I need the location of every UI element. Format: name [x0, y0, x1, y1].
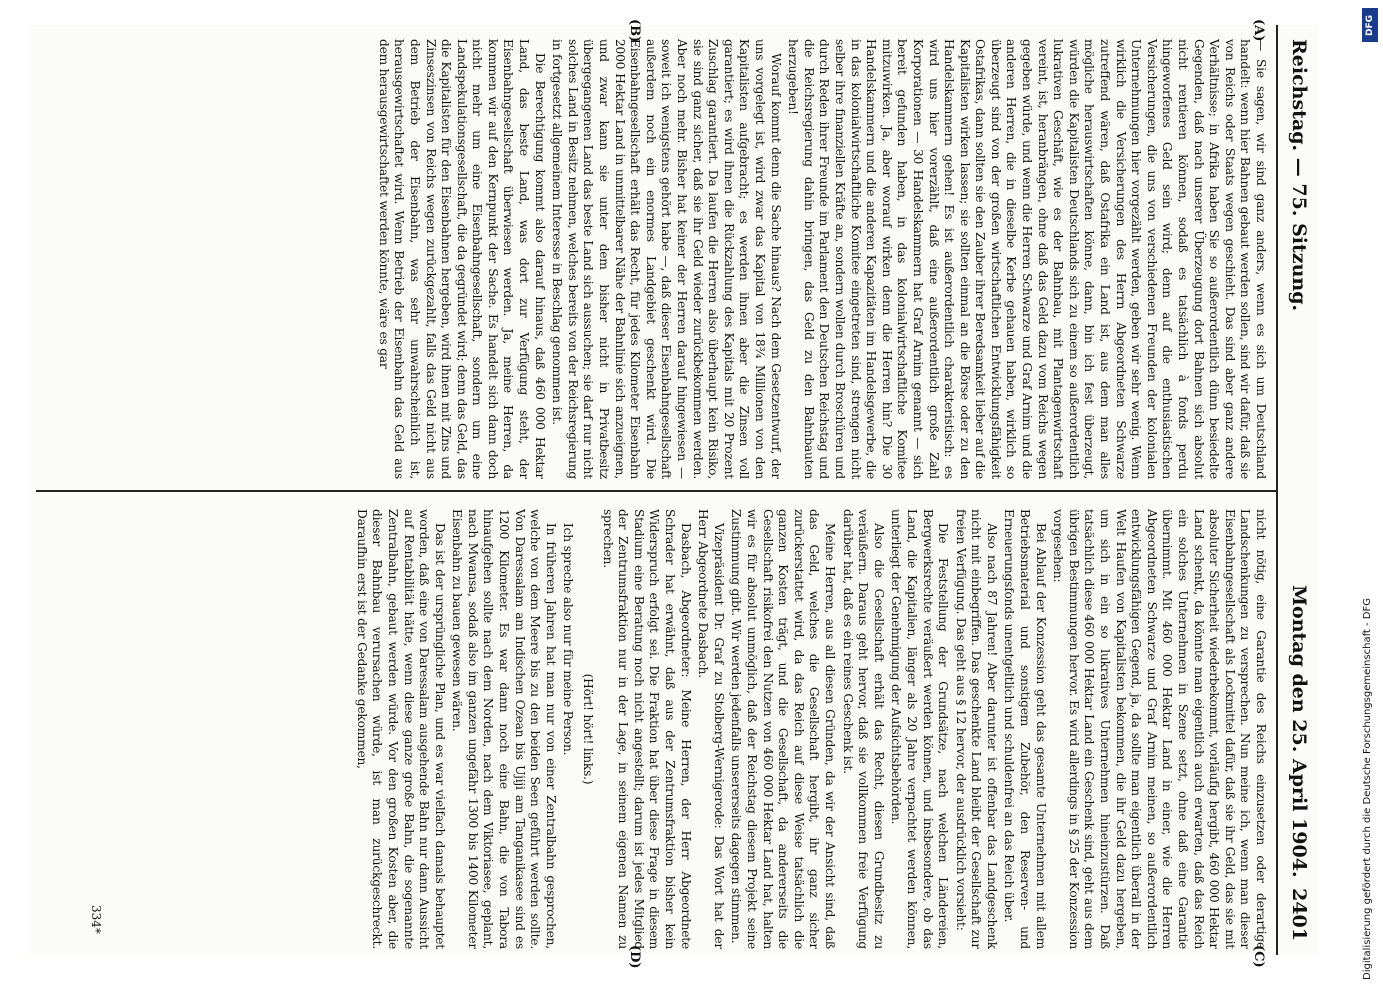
paragraph: In früheren Jahren hat man nur von einer Zentralbahn gesprochen, welche von dem Meere bis zu den beiden Seen geführt werden sollte. Von Daressalam am Indischen Ozean bis Ujiji am Tanganikasee sind es 1200 Kilometer. Es war dann noch eine Bahn, die von Tabora hinaufgehen sollte nach dem Norden, nach dem Viktoriasee, geplant, nach Mwansa, sodaß also im ganzen ungefähr 1300 bis 1400 Kilometer Eisenbahn zu bauen gewesen wären. — [450, 509, 558, 949]
quoted-paragraph: Bei Ablauf der Konzession geht das gesamte Unternehmen mit allem Betriebsmaterial und sonstigem Zubehör, den Reserven- und Erneuerungsfonds unentgeltlich und schuldenfrei an das Reich über. — [1002, 509, 1048, 949]
paragraph: — Sie sagen, wir sind ganz anders, wenn es sich um Deutschland handelt: wenn hier Bahnen gebaut werden sollen, sind wir dafür, daß sie von Reichs oder Staats wegen geschieht. Das sind aber ganz andere Verhältnisse; in Afrika haben Sie so außerordentlich dünn besiedelte Gegenden, daß nach unserer Überzeugung dort Bahnen sich absolut nicht rentieren können, sodaß es tatsächlich à fonds perdu hingeworfenes Geld sein wird; denn auf die enthusiastischen Versicherungen, die uns von verschiedenen Freunden der kolonialen Unternehmungen hier vorgezählt werden, geben wir sehr wenig. Wenn wirklich die Versicherungen des Herrn Abgeordneten Schwarze zutreffend wären, daß Ostafrika ein Land ist, aus dem man alles mögliche herauswirtschaften könne, dann, bin ich fest überzeugt, würden die Kapitalisten Deutschlands sich zu einem so außerordentlich lukrativen Geschäft, wie es der Bahnbau, mit Plantagenwirtschaft vereint, ist, heranbrängen, ohne daß das Geld dazu vom Reichs wegen gegeben würde, und wenn die Herren Schwarze und Graf Arnim und die anderen Herren, die in dieselbe Kerbe gehauen haben, wirklich so überzeugt sind von der großen wirtschaftlichen Entwicklungsfähigkeit Ostafrikas, dann sollten sie den Zauber ihrer Beredsamkeit lieber auf die Kapitalisten wirken lassen; sie sollten einmal an die Börse oder zu den Handelskammern gehen! Es ist außerordentlich charakteristisch: es wird uns hier vorerzählt, daß eine außerordentlich große Zahl Korporationen — 30 Handelskammern hat Graf Arnim genannt — sich bereit gefunden haben, in das kolonialwirtschaftliche Komitee mitzuwirken. Ja, aber worauf wirken denn die Herren hin? Die 30 Handelskammern und die anderen Kapazitäten im Handelsgewerbe, die in das kolonialwirtschaftliche Komitee eingetreten sind, strengen nicht selber ihre finanziellen Kräfte an, sondern wollen durch Broschüren und durch Reden ihrer Freunde im Parlament den Deutschen Reichstag und die Reichsregierung dahin bringen, das Geld zu den Bahnbauten herzugeben! — [786, 39, 1268, 479]
interjection: (Hört! hört! links.) — [581, 673, 596, 785]
paragraph: Das ist der ursprüngliche Plan, und es war vielfach damals behauptet worden, daß eine von Daressalam ausgehende Bahn nur dann Aussicht auf Rentabilität hätte, wenn diese ganze große Bahn, die sogenannte Zentralbahn, gebaut werden würde. Vor den großen Kosten aber, die dieser Bahnbau verursachen würde, ist man zurückgeschreckt. Daraufhin erst ist der Gedanke gekommen, — [354, 509, 447, 949]
signature-mark: 334* — [89, 905, 103, 934]
paragraph: Die Berechtigung kommt also darauf hinaus, daß 460 000 Hektar Land, das beste Land, was dort zur Verfügung steht, der Eisenbahngesellschaft überwiesen werden. Ja, meine Herren, da kommen wir auf den Kernpunkt der Sache. Es handelt sich dann doch nicht mehr um eine Eisenbahngesellschaft, sondern um eine Landspekulationsgesellschaft, die da gegründet wird; denn das Geld, das die Kapitalisten für den Eisenbahnen hergeben, wird ihnen mit Zins und Zinseszinsen von Reichs wegen zurückgezahlt, falls das Geld nicht aus dem Betrieb der Eisenbahn, was sehr unwahrscheinlich ist, herausgewirtschaftet wird. Wenn Betrieb der Eisenbahn das Geld aus dem herausgewirtschaftet werden könnte, wäre es gar — [376, 39, 547, 479]
quoted-paragraph: Die Feststellung der Grundsätze, nach welchen Ländereien, Bergwerksrechte veräußert werden können, und insbesondere, ob das Land, die Kapitalien, länger als 20 Jahre verpachtet werden können, unterliegt der Genehmigung der Aufsichtsbehörden. — [889, 509, 951, 949]
margin-marker-b: (B) — [627, 19, 642, 43]
margin-marker-a: (A) — [1251, 19, 1266, 42]
right-column — [36, 509, 1268, 949]
margin-marker-c: (C) — [1251, 945, 1266, 968]
left-column — [36, 39, 1268, 479]
scanned-page — [28, 19, 1318, 969]
paragraph: Also nach 87 Jahren! Aber darunter ist offenbar das Landgeschenk nicht mit einbegriffen. Das geschenkte Land bleibt der Gesellschaft zur freien Verfügung. Das geht aus § 12 hervor, der ausdrücklich vorsieht: — [953, 509, 999, 949]
speaker-paragraph: Vizepräsident Dr. Graf zu Stolberg-Wernigerode: Das Wort hat der Herr Abgeordnete Dasbach. — [696, 509, 726, 949]
running-header — [1276, 25, 1318, 955]
header-session-title: Reichstag. — 75. Sitzung. — [1288, 39, 1310, 312]
header-date: Montag den 25. April 1904. — [1288, 585, 1310, 878]
paragraph: nicht nötig, eine Garantie des Reichs einzusetzen oder derartige Landschenkungen zu versprechen. Nun meine ich, wenn man dieser Eisenbahngesellschaft als Lockmittel dafür, daß sie ihr Geld, das sie mit absoluter Sicherheit wiederbekommt, vorläufig hergibt, 460 000 Hektar Land schenkt, da könnte man eigentlich auch erwarten, daß das Reich ein solches Unternehmen in Szene setzt, ohne daß eine Garantie übernimmt. Mit 460 000 Hektar Land in einer, wie die Herren Abgeordneten Schwarze und Graf Arnim meinen, so außerordentlich entwicklungsfähigen Gegend, ja, da sollte man eigentlich überall in der Welt Haufen von Kapitalisten bekommen, die ihr Geld dazu hergeben, um sich in ein so lukratives Unternehmen hineinzustürzen. Daß tatsächlich diese 460 000 Hektar Land ein Geschenk sind, geht aus dem übrigen Bestimmungen hervor. Es wird allerdings in § 25 der Konzession vorgesehen: — [1051, 509, 1268, 949]
paragraph: Also die Gesellschaft erhält das Recht, diesen Grundbesitz zu veräußern. Daraus geht hervor, daß sie vollkommen freie Verfügung darüber hat, daß es ein reines Geschenk ist. — [840, 509, 886, 949]
speaker-paragraph: Dasbach, Abgeordneter: Meine Herren, der Herr Abgeordnete Schrader hat erwähnt, daß aus der Zentrumsfraktion bisher kein Widerspruch erfolgt sei. Die Fraktion hat über diese Frage in diesem Stadium eine Beratung noch nicht angestellt; darum ist jedes Mitglied der Zentrumsfraktion nur in der Lage, in seinem eigenen Namen zu sprechen. — [600, 509, 693, 949]
paragraph: Worauf kommt denn die Sache hinaus? Nach dem Gesetzentwurf, der uns vorgelegt ist, wird zwar das Kapital von 18¾ Millionen von den Kapitalisten aufgebracht; es werden ihnen aber die Zinsen voll garantiert; es wird ihnen die Rückzahlung des Kapitals mit 20 Prozent Zuschlag garantiert. Da laufen die Herren also überhaupt kein Risiko, sie sind ganz sicher, daß sie ihr Geld wieder zurückbekommen werden. Aber noch mehr. Bisher hat keiner der Herren darauf hingewiesen — soweit ich wenigstens gehört habe —, daß dieser Eisenbahngesellschaft außerdem noch ein enormes Landgebiet geschenkt wird. Die Eisenbahngesellschaft erhält das Recht, für jedes Kilometer Eisenbahn 2000 Hektar Land in unmittelbarer Nähe der Bahnlinie sich anzueignen, und zwar kann sie unter dem bisher nicht in Privatbesitz übergegangenen Land das beste Land sich aussuchen; sie darf nur nicht solches Land in Besitz nehmen, welches bereits von der Reichsregierung in fortgesetzt allgemeinem Interesse in Beschlag genommen ist. — [550, 39, 783, 479]
paragraph: Meine Herren, aus all diesen Gründen, da wir der Ansicht sind, daß das Geld, welches die Gesellschaft hergibt, ihr ganz sicher zurückerstattet wird, da das Reich auf diese Weise tatsächlich die ganzen Kosten trägt, und die Gesellschaft, da andererseits die Gesellschaft risikofrei den Nutzen von 460 000 Hektar Land hat, halten wir es für absolut unmöglich, daß der Reichstag diesem Projekt seine Zustimmung gibt. Wir werden jedenfalls unsererseits dagegen stimmen. — [729, 509, 837, 949]
dfg-logo: DFG — [1362, 8, 1378, 42]
funding-notice: Digitalisierung gefördert durch die Deutsche Forschungsgemeinschaft - DFG — [1362, 597, 1373, 980]
margin-marker-d: (D) — [627, 945, 642, 969]
page-number: 2401 — [1288, 888, 1310, 941]
paragraph: Ich spreche also nur für meine Person. — [561, 523, 576, 756]
column-divider — [36, 490, 1276, 492]
